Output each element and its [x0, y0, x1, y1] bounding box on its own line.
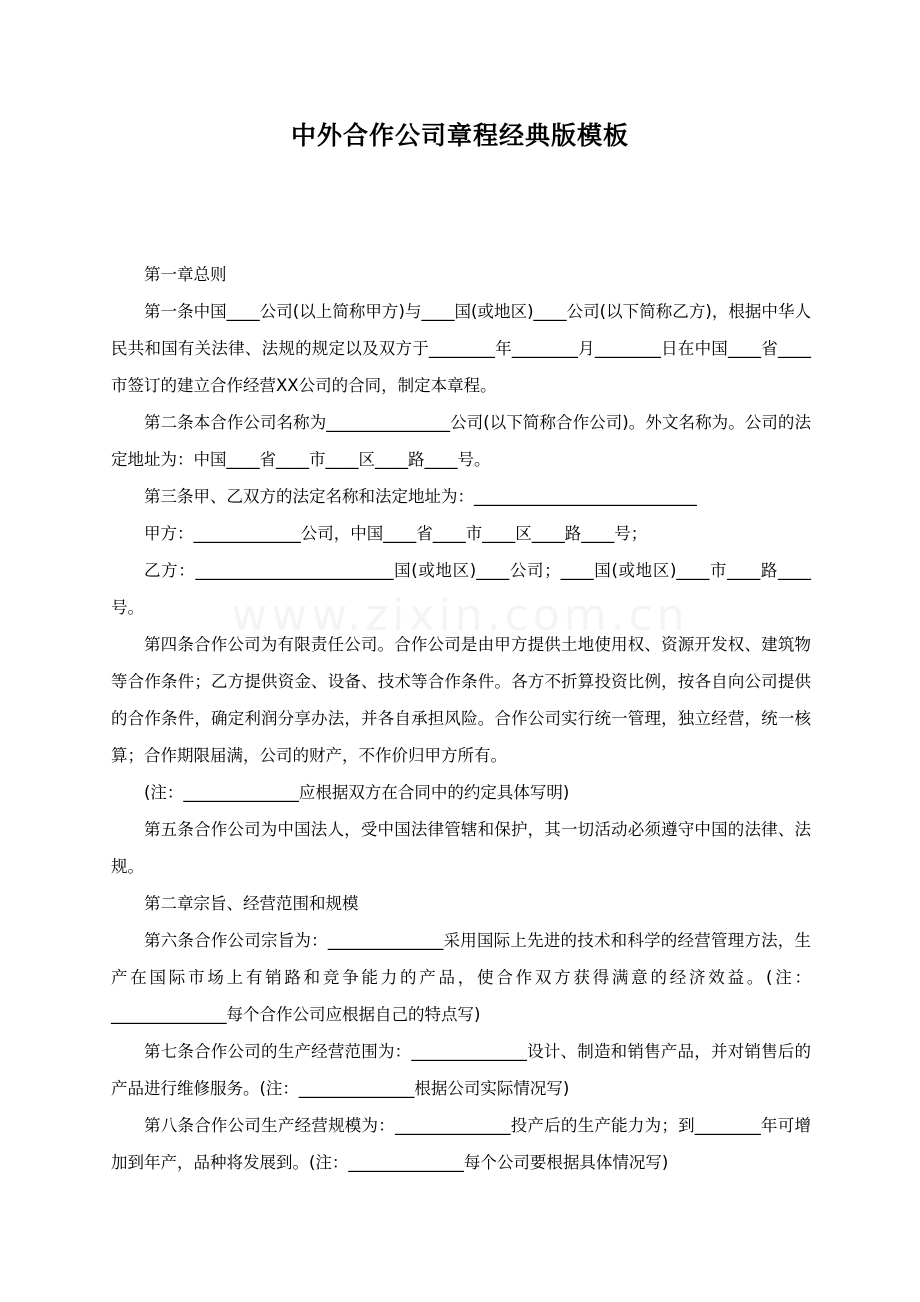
paragraph: 第五条合作公司为中国法人，受中国法律管辖和保护，其一切活动必须遵守中国的法律、法规。: [111, 820, 811, 876]
chapter-heading: 第二章宗旨、经营范围和规模: [144, 894, 359, 913]
paragraph: 乙方：________________________国(或地区)____公司；____国(或地区)____市____路____号。: [111, 561, 811, 617]
document-title: 中外合作公司章程经典版模板: [290, 121, 629, 150]
paragraph: 第二条本合作公司名称为_______________公司(以下简称合作公司)。外文名称为。公司的法定地址为：中国____省____市____区____路____号。: [111, 413, 811, 469]
paragraph: 第三条甲、乙双方的法定名称和法定地址为：___________________________: [144, 487, 697, 506]
note: (注：______________应根据双方在合同中的约定具体写明): [144, 783, 570, 802]
paragraph: 甲方：_____________公司，中国____省____市____区____路____号；: [144, 524, 648, 543]
paragraph: 第六条合作公司宗旨为：______________采用国际上先进的技术和科学的经营管理方法，生产在国际市场上有销路和竞争能力的产品，使合作双方获得满意的经济效益。(注：______________每个合作公司应根据自己的特点写): [111, 931, 811, 1024]
paragraph: 第八条合作公司生产经营规模为：______________投产后的生产能力为；到________年可增加到年产，品种将发展到。(注：______________每个公司要根据具体情况写): [111, 1116, 811, 1172]
paragraph: 第四条合作公司为有限责任公司。合作公司是由甲方提供土地使用权、资源开发权、建筑物等合作条件；乙方提供资金、设备、技术等合作条件。各方不折算投资比例，按各自向公司提供的合作条件，确定利润分享办法，并各自承担风险。合作公司实行统一管理，独立经营，统一核算；合作期限届满，公司的财产，不作价归甲方所有。: [111, 635, 811, 765]
paragraph: 第一条中国____公司(以上简称甲方)与____国(或地区)____公司(以下简称乙方)，根据中华人民共和国有关法律、法规的规定以及双方于________年________月________日在中国____省____市签订的建立合作经营XX公司的合同，制定本章程。: [111, 302, 811, 395]
document-body: [111, 256, 811, 1181]
paragraph: 第七条合作公司的生产经营范围为：______________设计、制造和销售产品，并对销售后的产品进行维修服务。(注：______________根据公司实际情况写): [111, 1042, 811, 1098]
chapter-heading: 第一章总则: [144, 265, 227, 284]
